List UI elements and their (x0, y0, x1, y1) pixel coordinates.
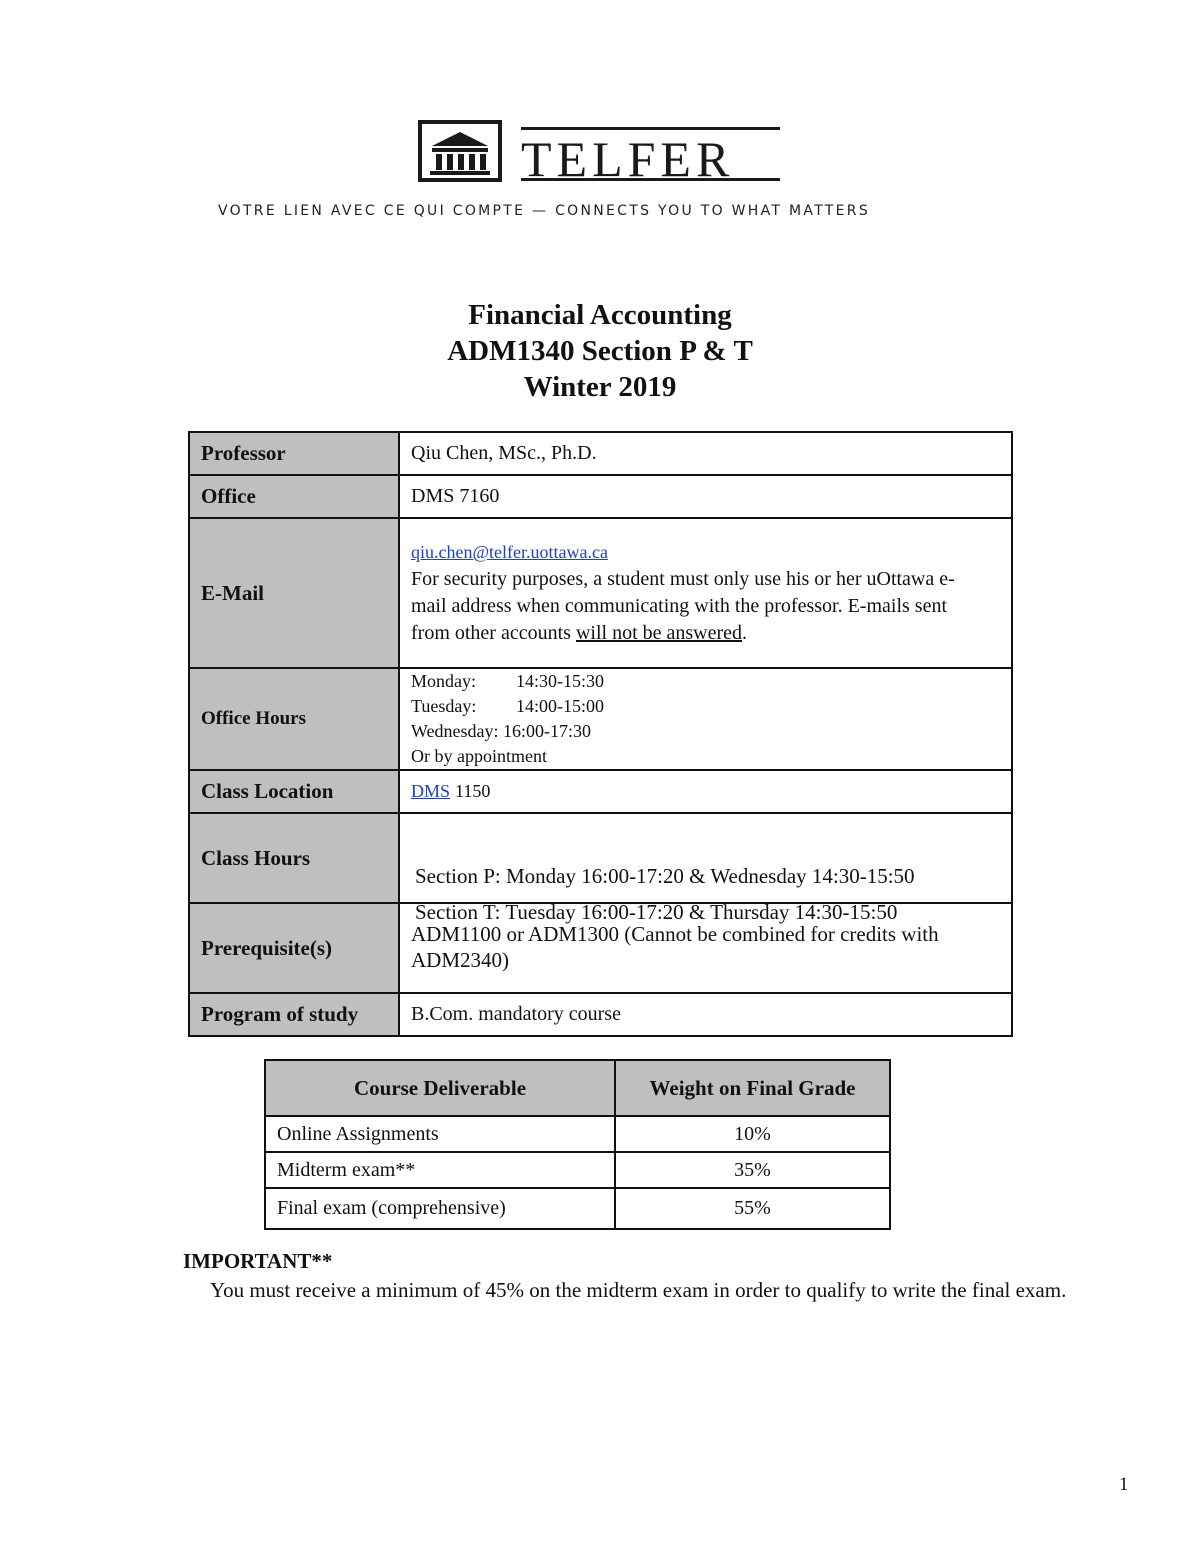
office-label: Office (190, 476, 400, 517)
telfer-logo (418, 116, 780, 187)
professor-label: Professor (190, 433, 400, 474)
prerequisites-label: Prerequisite(s) (190, 904, 400, 992)
course-code: ADM1340 Section P & T (447, 335, 753, 367)
office-hours-row (190, 667, 1011, 769)
professor-row (190, 433, 1011, 474)
professor-value: Qiu Chen, MSc., Ph.D. (411, 442, 597, 464)
office-hours-value: Monday: 14:30-15:30 Tuesday: 14:00-15:00 Wednesday: 16:00-17:30 Or by appointment (411, 671, 604, 766)
email-label: E-Mail (190, 519, 400, 667)
class-hours-row (190, 812, 1011, 902)
class-hours-label: Class Hours (190, 814, 400, 902)
logo-tagline: VOTRE LIEN AVEC CE QUI COMPTE — CONNECTS YOU TO WHAT MATTERS (218, 203, 871, 219)
section-p-hours: Section P: Monday 16:00-17:20 & Wednesday 14:30-15:50 (415, 864, 915, 888)
email-value (400, 519, 1011, 667)
table-row: Final exam (comprehensive) 55% (266, 1187, 889, 1228)
email-note-underlined: will not be answered (575, 622, 743, 644)
deliverable-header: Course Deliverable (266, 1061, 616, 1115)
class-location-value: DMS 1150 (400, 771, 1011, 812)
table-row: Midterm exam** 35% (266, 1151, 889, 1187)
grading-header (266, 1061, 889, 1115)
office-value: DMS 7160 (411, 485, 500, 507)
table-row: Online Assignments 10% (266, 1115, 889, 1151)
course-info-table (188, 431, 1013, 1037)
page-number: 1 (1119, 1474, 1129, 1495)
important-text: You must receive a minimum of 45% on the midterm exam in order to qualify to write the final exam. (210, 1278, 1067, 1302)
program-value: B.Com. mandatory course (411, 1003, 621, 1025)
logo-wordmark: TELFER (521, 131, 735, 187)
dms-link[interactable]: DMS (411, 781, 451, 801)
weight-header: Weight on Final Grade (616, 1061, 889, 1115)
email-row (190, 517, 1011, 667)
grading-table (264, 1059, 891, 1230)
class-location-label: Class Location (190, 771, 400, 812)
email-link[interactable]: qiu.chen@telfer.uottawa.ca (411, 542, 608, 562)
course-name: Financial Accounting (468, 299, 732, 331)
document-title (0, 297, 1200, 405)
section-t-hours: Section T: Tuesday 16:00-17:20 & Thursday 14:30-15:50 (415, 900, 898, 924)
program-label: Program of study (190, 994, 400, 1035)
important-heading: IMPORTANT** (183, 1249, 333, 1273)
office-row (190, 474, 1011, 517)
email-note: For security purposes, a student must only use his or her uOttawa e-mail address when communicating with the professor. E-mails sent from other accounts will not be answered. (411, 568, 955, 644)
prerequisites-value: Section T: Tuesday 16:00-17:20 & Thursday 14:30-15:50 ADM1100 or ADM1300 (Cannot be combined for credits with ADM2340) (411, 900, 939, 972)
prerequisites-row (190, 902, 1011, 992)
term: Winter 2019 (523, 371, 677, 403)
program-row (190, 992, 1011, 1035)
office-hours-label: Office Hours (190, 669, 400, 769)
class-location-row (190, 769, 1011, 812)
